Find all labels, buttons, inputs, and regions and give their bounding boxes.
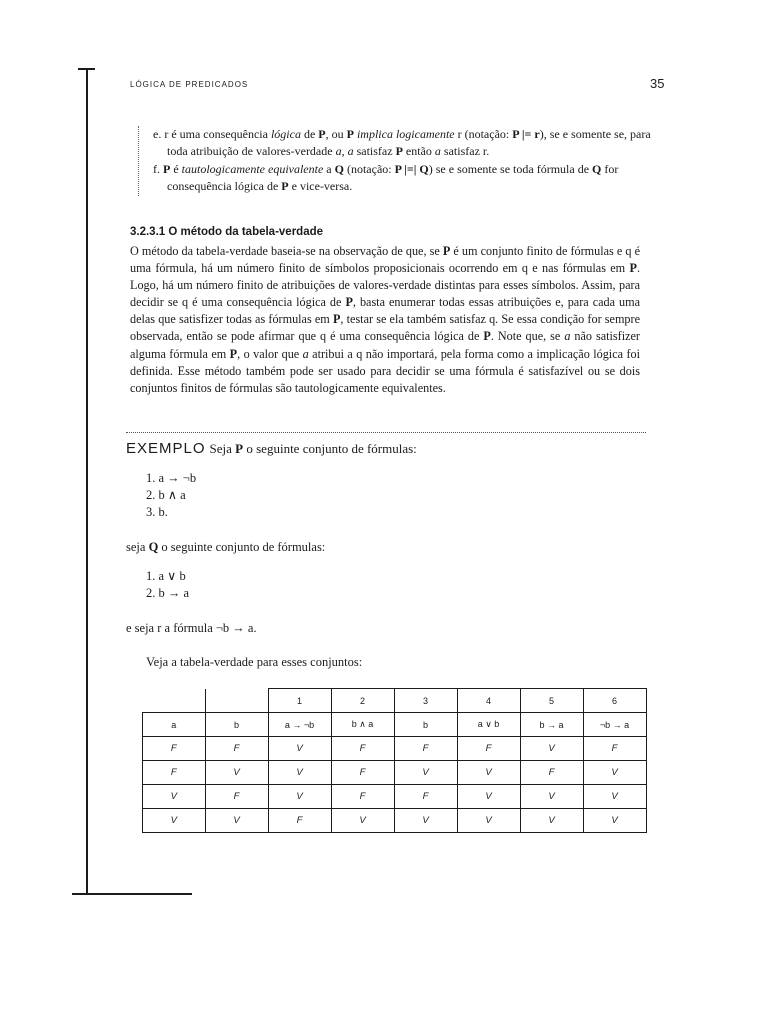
truth-table-number-row [143,689,647,713]
example-heading [126,440,417,457]
column-header: ¬b → a [583,713,646,737]
column-header: a ∨ b [457,713,520,737]
table-row [143,785,647,809]
truth-value-cell: F [143,737,206,761]
truth-value-cell: F [143,761,206,785]
truth-value-cell: V [583,785,646,809]
truth-value-cell: F [583,737,646,761]
seja-q-text: seja Q o seguinte conjunto de fórmulas: [126,540,326,554]
truth-value-cell: F [268,809,331,833]
example-intro: Seja P o seguinte conjunto de fórmulas: [209,441,417,456]
column-header: b → a [520,713,583,737]
margin-top-mark [78,68,95,70]
truth-value-cell: V [457,785,520,809]
column-number: 6 [583,689,646,713]
truth-value-cell: V [205,809,268,833]
truth-value-cell: V [520,737,583,761]
section-title: 3.2.3.1 O método da tabela-verdade [130,226,324,238]
truth-value-cell: F [331,737,394,761]
truth-value-cell: V [268,761,331,785]
table-corner-blank [205,689,268,713]
table-row [143,737,647,761]
truth-table [142,688,647,833]
truth-value-cell: V [394,809,457,833]
table-row [143,809,647,833]
column-number: 4 [457,689,520,713]
list-item: 3. b. [146,505,168,519]
list-item: 1. a → ¬b [146,471,197,485]
truth-value-cell: V [268,737,331,761]
truth-value-cell: F [331,785,394,809]
page-number: 35 [650,76,665,91]
veja-text: Veja a tabela-verdade para esses conjuntos: [146,655,363,669]
truth-value-cell: F [457,737,520,761]
q-formula-list [146,568,189,602]
truth-value-cell: V [143,809,206,833]
margin-vertical-rule [86,68,88,894]
definition-e: e. r é uma consequência lógica de P, ou P implica logicamente r (notação: P |= r), se e somente se, para toda atribuição de valores-verdade a, a satisfaz P então a satisfaz r. [153,127,651,158]
truth-value-cell: F [394,737,457,761]
column-number: 1 [268,689,331,713]
table-row [143,761,647,785]
column-number: 2 [331,689,394,713]
truth-value-cell: F [394,785,457,809]
truth-value-cell: V [520,809,583,833]
column-number: 5 [520,689,583,713]
p-formula-list [146,470,196,521]
truth-value-cell: V [331,809,394,833]
section-body: O método da tabela-verdade baseia-se na observação de que, se P é um conjunto finito de fórmulas e q é uma fórmula, há um número finito de símbolos proposicionais ocorrendo em q e nas fórmulas em P. Logo, há um número finito de atribuições de valores-verdade distintas para esses símbolos. Assim, para decidir se q é uma consequência lógica de P, basta enumerar todas essas atribuições e, para cada uma delas que satisfizer todas as fórmulas em P, testar se ela também satisfaz q. Se essa condição for sempre observada, então se pode afirmar que q é uma consequência lógica de P. Note que, se a não satisfizer alguma fórmula em P, o valor que a atribui a q não importará, pela forma como a implicação lógica foi definida. Esse método também pode ser usado para decidir se uma fórmula é satisfazível ou se dois conjuntos finitos de fórmulas são tautologicamente equivalentes. [130,244,640,395]
list-item: 2. b → a [146,586,190,600]
margin-bottom-rule [72,893,192,895]
column-header: b [394,713,457,737]
seja-r-text: e seja r a fórmula ¬b → a. [126,621,257,635]
list-item: 1. a ∨ b [146,569,186,583]
list-item: 2. b ∧ a [146,488,186,502]
truth-value-cell: V [205,761,268,785]
truth-value-cell: V [457,761,520,785]
column-header: b ∧ a [331,713,394,737]
truth-value-cell: V [143,785,206,809]
truth-value-cell: V [394,761,457,785]
dotted-divider [126,432,646,433]
truth-table-header-row [143,713,647,737]
truth-value-cell: V [583,809,646,833]
truth-value-cell: V [583,761,646,785]
truth-value-cell: V [520,785,583,809]
column-number: 3 [394,689,457,713]
truth-value-cell: F [205,737,268,761]
truth-value-cell: V [268,785,331,809]
truth-value-cell: F [331,761,394,785]
running-head: LÓGICA DE PREDICADOS [130,80,249,89]
definition-f: f. P é tautologicamente equivalente a Q (notação: P |=| Q) se e somente se toda fórmula de Q for consequência lógica de P e vice-versa. [153,162,619,193]
truth-value-cell: F [520,761,583,785]
table-corner-blank [143,689,206,713]
column-header: a [143,713,206,737]
example-keyword: EXEMPLO [126,440,206,457]
column-header: a → ¬b [268,713,331,737]
definitions-list [138,126,659,196]
truth-value-cell: F [205,785,268,809]
truth-value-cell: V [457,809,520,833]
column-header: b [205,713,268,737]
